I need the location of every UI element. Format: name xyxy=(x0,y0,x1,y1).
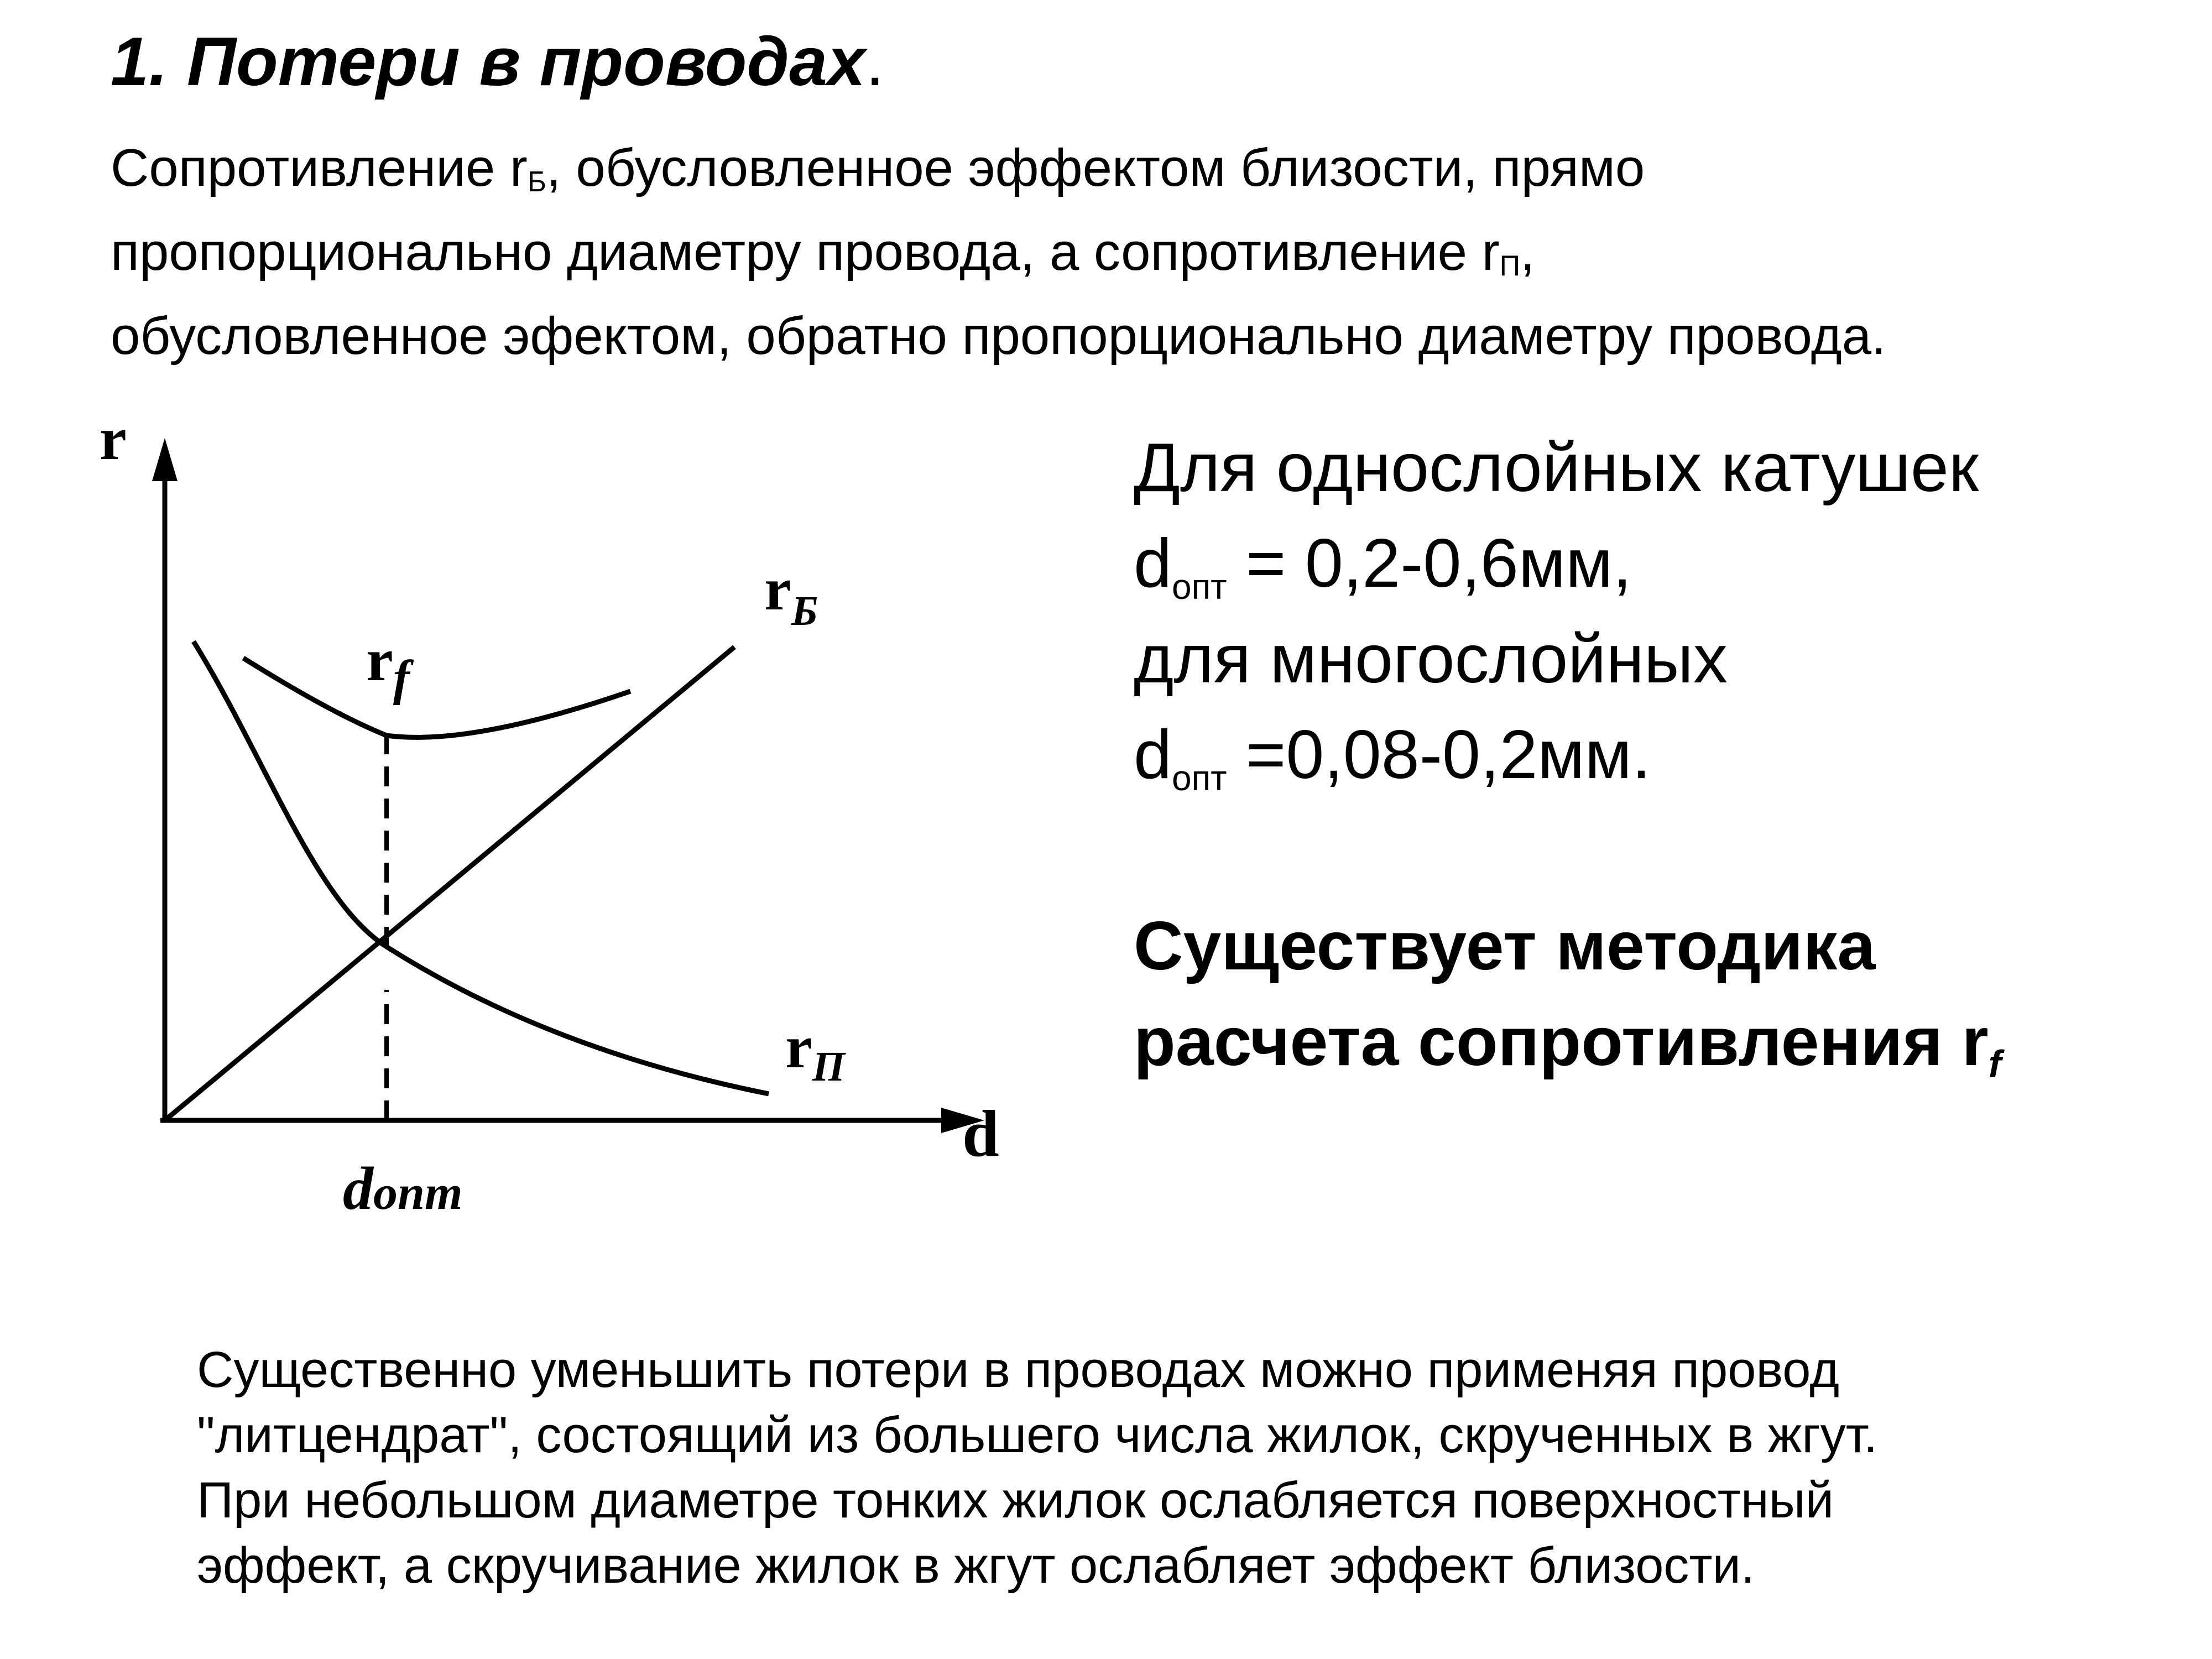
intro-paragraph xyxy=(111,126,1886,378)
y-axis-label: r xyxy=(100,405,127,472)
series-line-rf xyxy=(243,658,630,737)
intro-line-3: обусловленное эфектом, обратно пропорционально диаметру провода. xyxy=(111,306,1886,366)
info-line-4 xyxy=(1134,707,2001,803)
series-line-rB xyxy=(165,647,734,1120)
bottom-paragraph xyxy=(197,1337,1877,1598)
intro-subscript: П xyxy=(1499,250,1520,282)
intro-subscript: Б xyxy=(527,166,546,198)
info-bold-line-1: Существует методика xyxy=(1134,908,1876,984)
page-heading xyxy=(111,22,884,102)
series-label-rP: $r_П$ xyxy=(785,1013,845,1090)
intro-text: пропорционально диаметру провода, а сопротивление r xyxy=(111,222,1500,281)
info-subscript: опт xyxy=(1171,758,1227,798)
info-line-1: Для однослойных катушек xyxy=(1134,430,1979,506)
series-label-rf: $r_f$ xyxy=(366,626,410,706)
y-axis-arrow xyxy=(152,438,178,481)
heading-title: 1. Потери в проводах xyxy=(111,24,866,100)
info-bold-line-2 xyxy=(1134,994,2001,1090)
x-tick-label-dopt: dопт xyxy=(343,1155,463,1222)
x-axis-label: d xyxy=(962,1097,999,1170)
info-text: d xyxy=(1134,717,1172,793)
info-line-2 xyxy=(1134,516,2001,612)
heading-suffix: . xyxy=(865,24,885,100)
series-label-rB: $r_Б$ xyxy=(764,555,818,634)
info-spacer xyxy=(1134,803,2001,899)
info-text: = 0,2-0,6мм, xyxy=(1227,525,1632,602)
info-text: =0,08-0,2мм. xyxy=(1227,717,1651,793)
intro-text: , xyxy=(1520,222,1535,281)
intro-line-2 xyxy=(111,210,1886,294)
intro-line-1 xyxy=(111,126,1886,210)
info-bold-text: расчета сопротивления r xyxy=(1134,1004,1989,1080)
chart-svg xyxy=(83,404,1034,1255)
info-text: d xyxy=(1134,525,1172,602)
bottom-line-1: Существенно уменьшить потери в проводах можно применяя провод xyxy=(197,1342,1840,1398)
info-subscript: опт xyxy=(1171,567,1227,607)
bottom-line-2: "литцендрат", состоящий из большего числа жилок, скрученных в жгут. xyxy=(197,1407,1878,1463)
bottom-line-3: При небольшом диаметре тонких жилок ослабляется поверхностный xyxy=(197,1472,1834,1528)
resistance-chart xyxy=(83,404,1034,1255)
info-bold-subscript: f xyxy=(1988,1042,2002,1086)
intro-text: , обусловленное эффектом близости, прямо xyxy=(546,138,1645,197)
intro-text: Сопротивление r xyxy=(111,138,528,197)
info-line-3: для многослойных xyxy=(1134,621,1728,697)
info-block xyxy=(1134,420,2001,1090)
bottom-line-4: эффект, а скручивание жилок в жгут ослабляет эффект близости. xyxy=(197,1537,1755,1594)
